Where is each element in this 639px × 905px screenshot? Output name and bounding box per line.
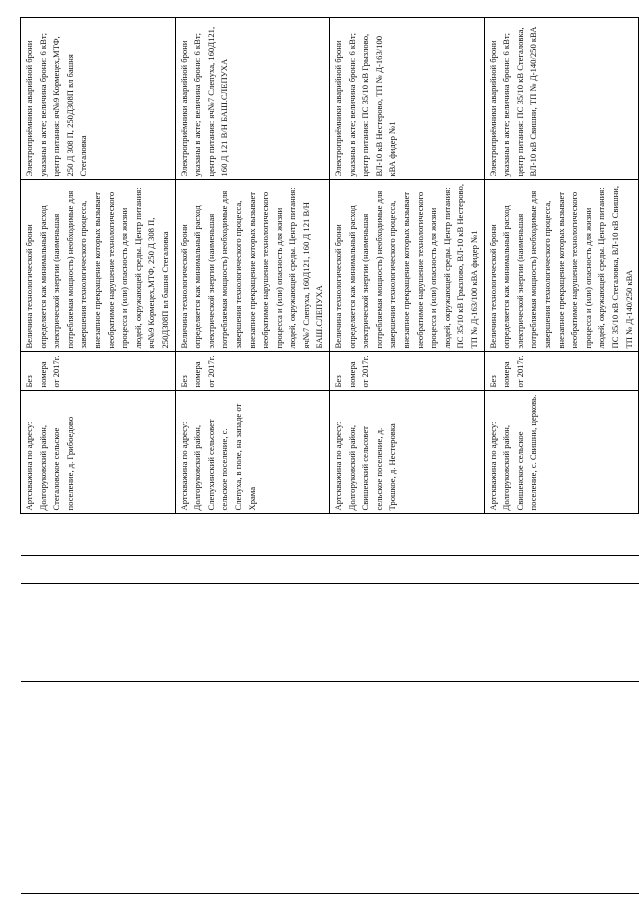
emergency-reservation-cell: Электроприёмники аварийной брони указаны в акте; величина брони: 6 кВт; центр питания: ПС 35/10 кВ Стегаловка, ВЛ-10 кВ Свишни, ТП № Д-140/250 кВА: [484, 18, 639, 180]
reservation-table: [20, 18, 639, 895]
address-cell: Артскважина по адресу: Долгоруковский район, Слепухинский сельсовет сельское поселение, с. Слепуха, в поле, на западе от Храма: [175, 391, 330, 514]
address-cell: Артскважина по адресу: Долгоруковский район, Свишенское сельское поселение, с. Свишни, церковь.: [484, 391, 639, 514]
rotated-table-wrapper: [20, 18, 634, 894]
act-cell: Без номера от 2017г.: [175, 352, 330, 391]
rule-line: [21, 681, 639, 682]
rule-line: [21, 893, 639, 894]
address-cell: Артскважина по адресу: Долгоруковский район, Свишенский сельсовет сельское поселение, д. Трошкое, д. Нестеровка: [330, 391, 485, 514]
emergency-reservation-cell: Электроприёмники аварийной брони указаны в акте; величина брони: 6 кВт; центр питания: ПС 35/10 кВ Грызлово, ВЛ-10 кВ Нестерово, ТП № Д-163/100 кВА фидер №1: [330, 18, 485, 180]
tech-reservation-cell: Величина технологической брони определяется как минимальный расход электрической энергии (наименьшая потребляемая мощность) необходимые для завершения технологического процесса, внезапное прекращение которых вызывает необратимое нарушение технологического процесса и (или) опасность для жизни людей, окружающей среды. Центр питания: яч№9 Кормецех,МТФ, 250 Д 308 П, 250Д308П вл башня Стегаловка: [21, 180, 176, 352]
act-cell: Без номера от 2017г.: [330, 352, 485, 391]
tech-reservation-cell: Величина технологической брони определяется как минимальный расход электрической энергии (наименьшая потребляемая мощность) необходимые для завершения технологического процесса, внезапное прекращение которых вызывает необратимое нарушение технологического процесса и (или) опасность для жизни людей, окружающей среды. Центр питания: ПС 35/10 кВ Стегаловка, ВЛ-10 кВ Свишни, ТП № Д-140/250 кВА: [484, 180, 639, 352]
blank-area: [21, 514, 639, 894]
emergency-reservation-cell: Электроприёмники аварийной брони указаны в акте; величина брони: 6 кВт; центр питания: яч№9 Кормецех,МТФ, 250 Д 308 П, 250Д308П вл башня Стегаловка: [21, 18, 176, 180]
blank-rules: [21, 515, 639, 895]
emergency-reservation-cell: Электроприёмники аварийной брони указаны в акте; величина брони: 6 кВт; центр питания: яч№7 Слепуха, 160Д121, 160 Д 121 В/Н БАШ.СЛЕПУХА: [175, 18, 330, 180]
address-cell: Артскважина по адресу: Долгоруковский район, Стегаловское сельское поселение, д. Грибоедово: [21, 391, 176, 514]
table-row: [21, 18, 176, 894]
tech-reservation-cell: Величина технологической брони определяется как минимальный расход электрической энергии (наименьшая потребляемая мощность) необходимые для завершения технологического процесса, внезапное прекращение которых вызывает необратимое нарушение технологического процесса и (или) опасность для жизни людей, окружающей среды. Центр питания: яч№7 Слепуха, 160Д121, 160 Д 121 В/Н БАШ.СЛЕПУХА: [175, 180, 330, 352]
rule-line: [21, 583, 639, 584]
rule-line: [21, 555, 639, 556]
tech-reservation-cell: Величина технологической брони определяется как минимальный расход электрической энергии (наименьшая потребляемая мощность) необходимые для завершения технологического процесса, внезапное прекращение которых вызывает необратимое нарушение технологического процесса и (или) опасность для жизни людей, окружающей среды. Центр питания: ПС 35/10 кВ Грызлово, ВЛ-10 кВ Нестерово, ТП № Д-163/100 кВА фидер №1: [330, 180, 485, 352]
act-cell: Без номера от 2017г.: [21, 352, 176, 391]
act-cell: Без номера от 2017г.: [484, 352, 639, 391]
